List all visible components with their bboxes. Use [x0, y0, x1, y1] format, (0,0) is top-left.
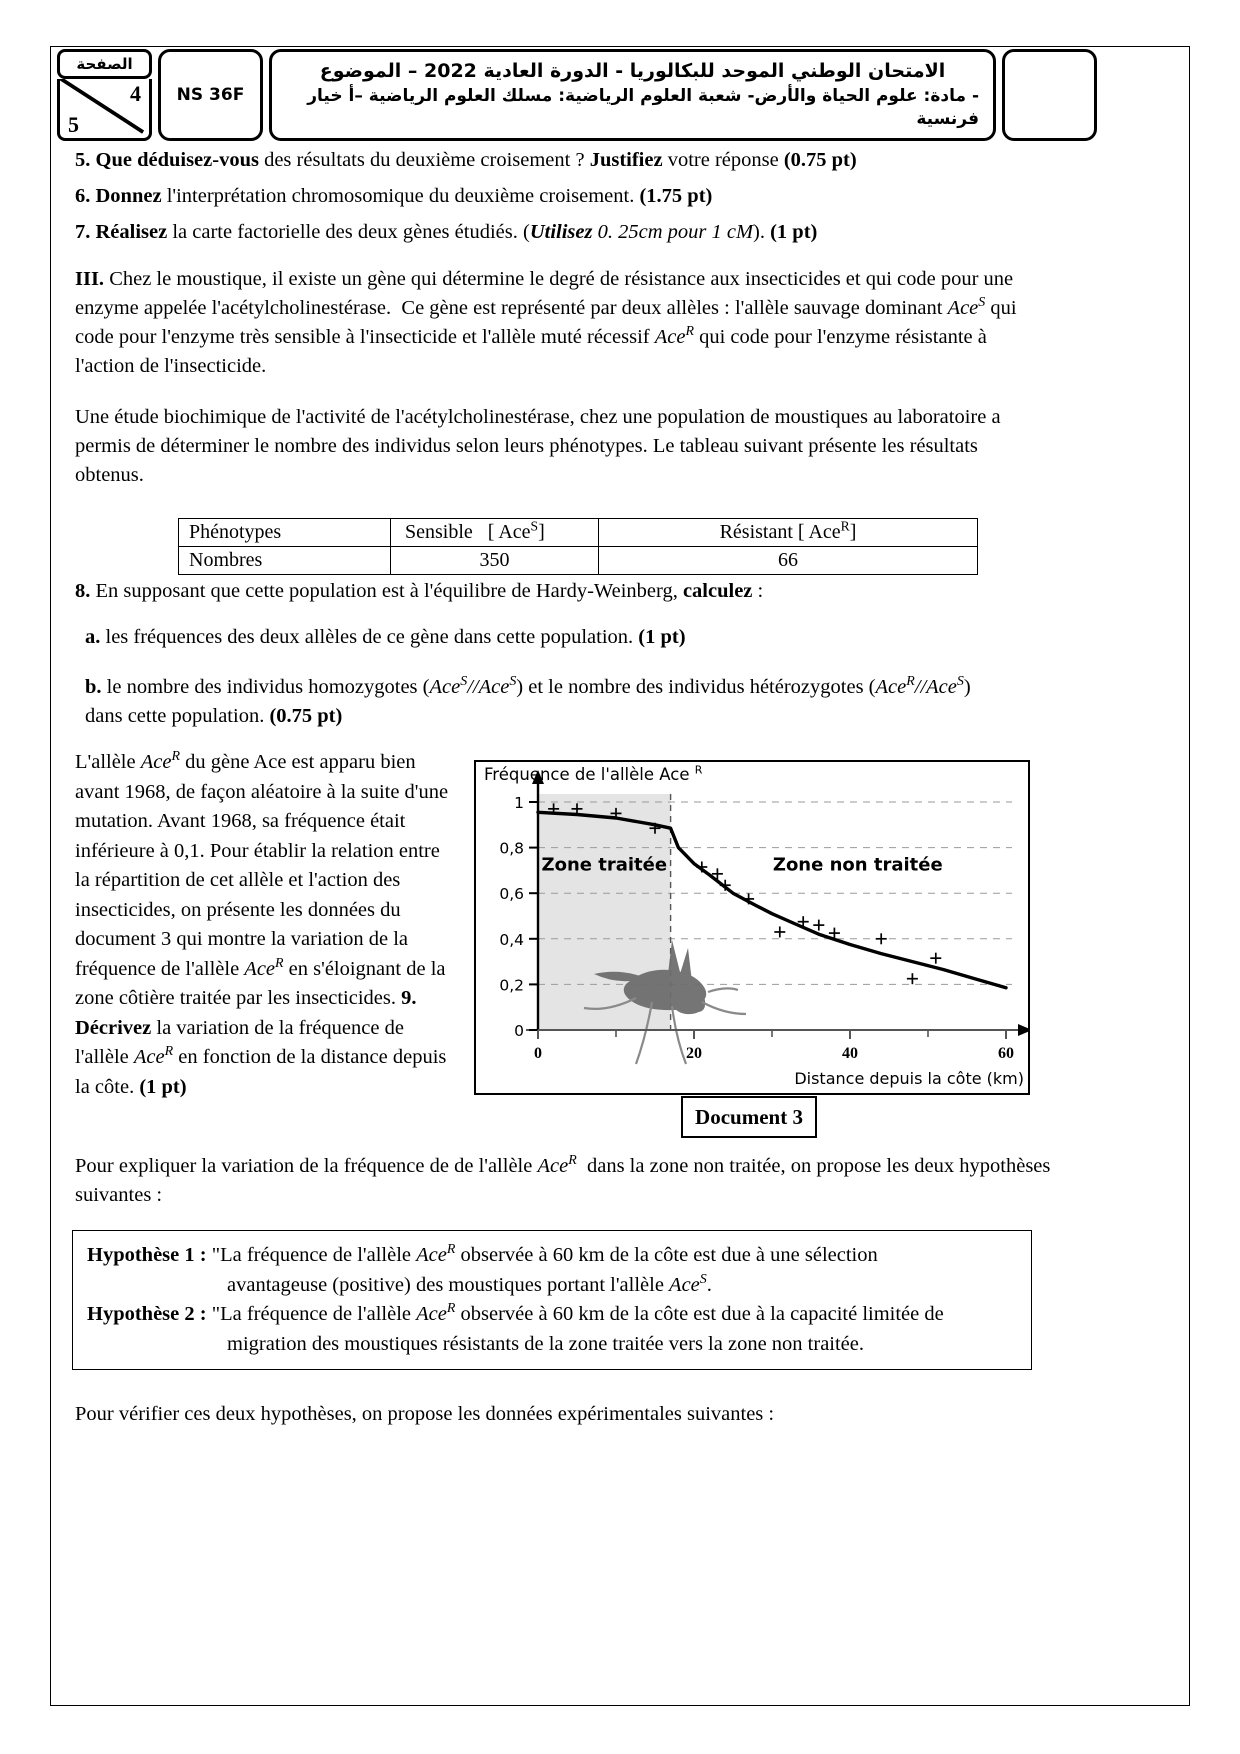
data-point-marker: [876, 933, 887, 944]
x-tick-label: 0: [534, 1045, 542, 1062]
y-tick-label: 0,6: [499, 885, 524, 904]
table-row: [179, 547, 978, 575]
paragraph-part-iii: III. Chez le moustique, il existe un gène qui détermine le degré de résistance aux insecticides et qui code pour une enzyme appelée l'acétylcholinestérase. Ce gène est représenté par deux allèles : l'allèle sauvage dominant Ace$^S$ qui code pour l'enzyme très sensible à l'insecticide et l'allèle muté récessif Ace$^R$ qui code pour l'enzyme résistante à l'action de l'insecticide.: [75, 268, 1017, 378]
y-tick-label: 1: [514, 794, 524, 812]
phenotypes-table: [178, 518, 978, 575]
x-axis-arrow: [1018, 1024, 1028, 1036]
x-tick-label: 40: [842, 1045, 858, 1062]
x-tick-label: 20: [686, 1045, 702, 1062]
hypothesis-2-text: "La fréquence de l'allèle Ace$^R$ observée à 60 km de la côte est due à la capacité limitée de: [206, 1301, 944, 1326]
table-cell-sensible-value: 350: [391, 547, 599, 575]
exam-code: NS 36F: [158, 49, 263, 141]
table-cell-resistant-header: Résistant [ Ace$^R$]: [599, 519, 978, 547]
document-3-figure: [474, 760, 1030, 1095]
zone-treated-label: Zone traitée: [541, 854, 668, 876]
hypothesis-1-text: "La fréquence de l'allèle Ace$^R$ observée à 60 km de la côte est due à une sélection: [206, 1242, 878, 1266]
header-blank-box: [1002, 49, 1097, 141]
table-cell-resistant-value: 66: [599, 547, 978, 575]
data-point-marker: [774, 926, 785, 937]
question-8: 8. En supposant que cette population est à l'équilibre de Hardy-Weinberg, calculez :: [75, 580, 764, 602]
exam-title: [269, 49, 996, 141]
left-column-text: L'allèle Ace$^R$ du gène Ace est apparu bien avant 1968, de façon aléatoire à la suite d'une mutation. Avant 1968, sa fréquence était inférieure à 0,1. Pour établir la relation entre la répartition de cet allèle et l'action des insecticides, on présente les données du document 3 qui montre la variation de la fréquence de l'allèle Ace$^R$ en s'éloignant de la zone côtière traitée par les insecticides. 9. Décrivez la variation de la fréquence de l'allèle Ace$^R$ en fonction de la distance depuis la côte. (1 pt): [75, 749, 449, 1098]
hypothesis-1-text-line2: avantageuse (positive) des moustiques portant l'allèle Ace$^S$.: [227, 1271, 712, 1296]
question-7: 7. Réalisez la carte factorielle des deux gènes étudiés. (Utilisez 0. 25cm pour 1 cM). (1 pt): [75, 221, 818, 243]
zone-untreated-label: Zone non traitée: [772, 854, 943, 876]
hypothesis-1: [87, 1241, 1017, 1271]
hypotheses-intro: Pour expliquer la variation de la fréquence de de l'allèle Ace$^R$ dans la zone non traitée, on propose les deux hypothèses suivantes :: [75, 1153, 1051, 1207]
allele-frequency-chart: [476, 762, 1028, 1093]
question-6: 6. Donnez l'interprétation chromosomique du deuxième croisement. (1.75 pt): [75, 185, 713, 207]
table-cell-sensible-header: Sensible [ Ace$^S$]: [391, 519, 599, 547]
y-tick-label: 0: [514, 1022, 524, 1040]
x-tick-label: 60: [998, 1045, 1014, 1062]
table-row-header: [179, 519, 978, 547]
verification-text: Pour vérifier ces deux hypothèses, on propose les données expérimentales suivantes :: [75, 1403, 775, 1425]
data-point-marker: [813, 920, 824, 931]
question-8a: a. les fréquences des deux allèles de ce gène dans cette population. (1 pt): [85, 626, 686, 648]
document-3-caption: Document 3: [681, 1096, 817, 1138]
page-total: 5: [68, 112, 79, 137]
page-number-box: [57, 49, 152, 141]
hypothesis-2-label: Hypothèse 2 :: [87, 1303, 207, 1326]
exam-title-line1: الامتحان الوطني الموحد للبكالوريا - الدورة العادية 2022 – الموضوع: [319, 60, 946, 83]
paragraph-study: Une étude biochimique de l'activité de l'acétylcholinestérase, chez une population de moustiques au laboratoire a permis de déterminer le nombre des individus selon leurs phénotypes. Le tableau suivant présente les résultats obtenus.: [75, 406, 1001, 487]
hypothesis-1-label: Hypothèse 1 :: [87, 1244, 207, 1266]
question-8b: b. le nombre des individus homozygotes (Ace$^S$//Ace$^S$) et le nombre des individus hétérozygotes (Ace$^R$//Ace$^S$) dans cette population. (0.75 pt): [85, 674, 971, 728]
hypotheses-box: [72, 1230, 1032, 1370]
y-tick-label: 0,4: [499, 930, 524, 949]
exam-header: [57, 49, 1097, 141]
hypothesis-2-text-line2: migration des moustiques résistants de la zone traitée vers la zone non traitée.: [227, 1333, 865, 1356]
data-point-marker: [907, 973, 918, 984]
question-5: 5. Que déduisez-vous des résultats du deuxième croisement ? Justifiez votre réponse (0.75 pt): [75, 149, 857, 171]
table-cell-nombres: Nombres: [179, 547, 391, 575]
table-cell-phenotypes: Phénotypes: [179, 519, 391, 547]
y-tick-label: 0,2: [499, 976, 524, 995]
page-current: 4: [130, 81, 141, 106]
exam-title-line2: - مادة: علوم الحياة والأرض- شعبة العلوم الرياضية: مسلك العلوم الرياضية –أ خيار فرنسية: [307, 85, 979, 129]
data-point-marker: [930, 953, 941, 964]
chart-title: Fréquence de l'allèle Ace $^R$: [484, 763, 703, 784]
x-axis-label: Distance depuis la côte (km): [794, 1069, 1024, 1088]
y-tick-label: 0,8: [499, 839, 524, 858]
page-label-arabic: الصفحة: [57, 49, 152, 79]
hypothesis-2: [87, 1300, 1017, 1330]
page-fraction: [57, 79, 152, 141]
